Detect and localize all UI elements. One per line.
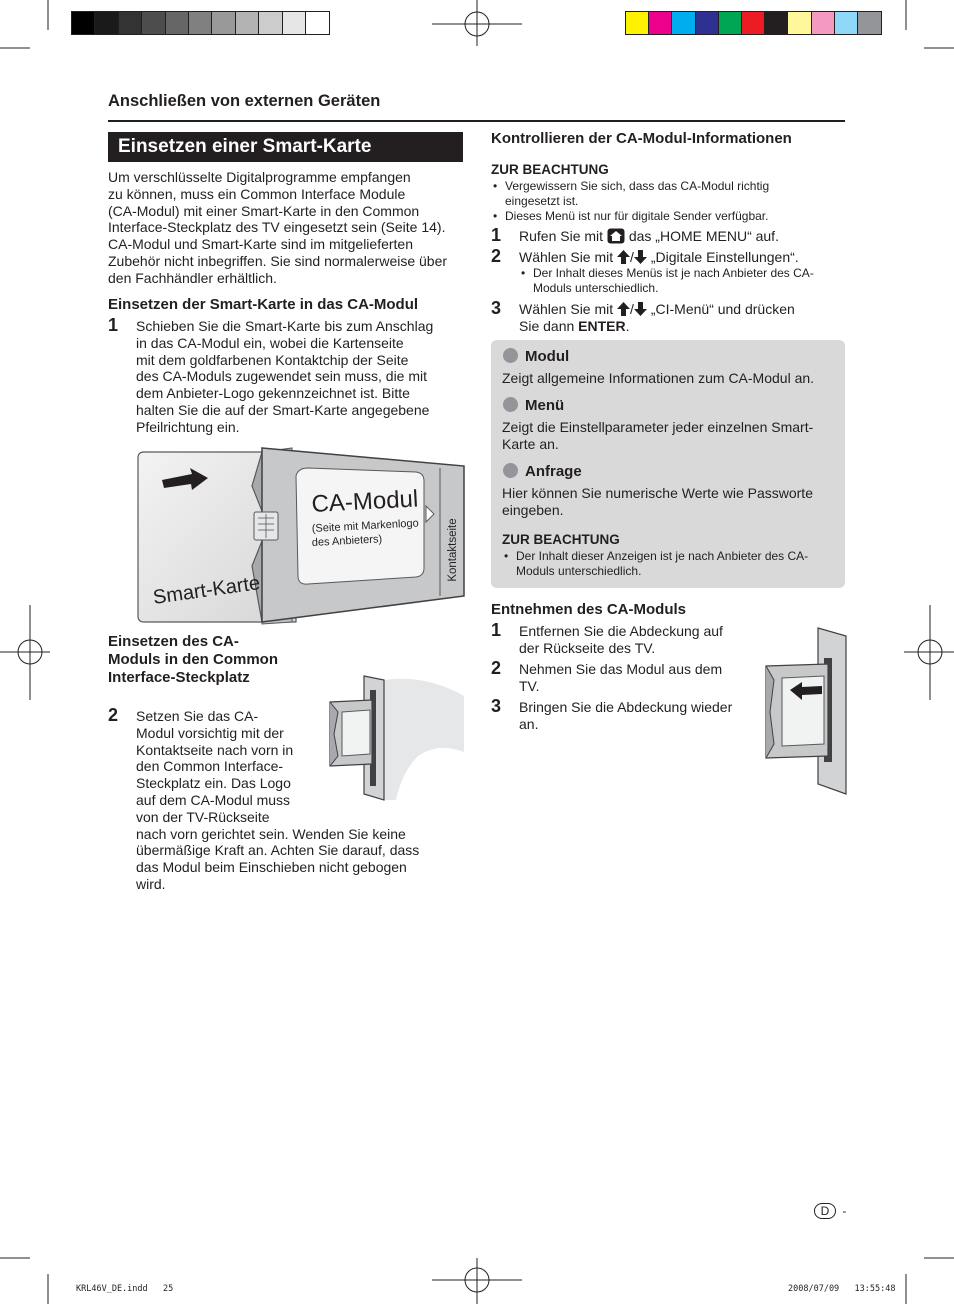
- step-line: dem Anbieter-Logo gekennzeichnet ist. Bitte: [136, 385, 410, 402]
- subheading-line: Interface-Steckplatz: [108, 669, 250, 686]
- step-1-line: [519, 228, 779, 245]
- item-title: Anfrage: [525, 463, 582, 480]
- step-line: den Common Interface-: [136, 758, 284, 775]
- step-line: an.: [519, 715, 539, 732]
- step-line: Setzen Sie das CA-: [136, 708, 259, 724]
- enter-key-label: ENTER: [578, 317, 626, 334]
- box-note-heading: ZUR BEACHTUNG: [502, 532, 620, 547]
- page-dash: -: [842, 1204, 847, 1218]
- step-text: Wählen Sie mit: [519, 249, 614, 265]
- bullet-icon: •: [521, 266, 526, 280]
- step-line: halten Sie die auf der Smart-Karte angegebene: [136, 401, 430, 418]
- arrow-down-icon: [634, 302, 647, 316]
- step-line: Modul vorsichtig mit der: [136, 724, 284, 741]
- language-badge: D: [814, 1203, 836, 1219]
- step-number: 2: [491, 658, 502, 678]
- note-bullet: [493, 179, 835, 209]
- step-line: wird.: [136, 875, 166, 892]
- box-item-text: [502, 419, 837, 453]
- box-item-title: [503, 397, 564, 415]
- intro-line: Zubehör nicht inbegriffen. Sie sind normalerweise über: [108, 252, 448, 269]
- subheading-remove-module: Entnehmen des CA-Moduls: [491, 601, 687, 618]
- intro-paragraph: [108, 169, 468, 287]
- arrow-down-icon: [634, 250, 647, 264]
- remove-step-1: [519, 623, 759, 657]
- step-line: TV.: [519, 677, 540, 694]
- color-swatch: [95, 12, 118, 34]
- color-swatch: [166, 12, 189, 34]
- page-title: Einsetzen einer Smart-Karte: [108, 132, 463, 162]
- step-line: Bringen Sie die Abdeckung wieder: [519, 699, 733, 715]
- color-swatch: [259, 12, 282, 34]
- step-number: 1: [108, 315, 119, 335]
- step-line: das Modul beim Einschieben nicht gebogen: [136, 859, 407, 876]
- intro-line: Um verschlüsselte Digitalprogramme empfangen: [108, 169, 411, 185]
- section-heading: Anschließen von externen Geräten: [108, 92, 381, 110]
- color-swatch: [306, 12, 329, 34]
- circle-bullet-icon: [503, 397, 518, 412]
- step-line: in das CA-Modul ein, wobei die Kartenseite: [136, 334, 404, 351]
- color-swatch: [742, 12, 765, 34]
- color-swatch: [283, 12, 306, 34]
- intro-line: Interface-Steckplatz des TV eingesetzt sein (Seite 14).: [108, 219, 446, 236]
- step-line: von der TV-Rückseite: [136, 808, 270, 825]
- box-item-text: [502, 370, 837, 387]
- note-heading: ZUR BEACHTUNG: [491, 162, 609, 177]
- step-number: 3: [491, 696, 502, 716]
- smart-card-label: Smart-Karte: [151, 572, 262, 609]
- module-subtitle-1: (Seite mit Markenlogo: [311, 517, 420, 535]
- color-swatch: [858, 12, 881, 34]
- contact-side-label: Kontaktseite: [447, 518, 459, 582]
- item-line: Karte an.: [502, 435, 559, 452]
- smart-card-module-illustration: [136, 446, 466, 626]
- subheading-insert-module: [108, 633, 318, 687]
- item-line: eingeben.: [502, 501, 564, 518]
- step-text: Sie dann: [519, 317, 575, 334]
- step-text: .: [625, 317, 630, 334]
- step-line: Nehmen Sie das Modul aus dem: [519, 661, 723, 677]
- color-swatch: [672, 12, 695, 34]
- step-3-text: [519, 301, 795, 335]
- note-bullet: [493, 209, 835, 224]
- step-line: übermäßige Kraft an. Achten Sie darauf, dass: [136, 842, 420, 859]
- intro-line: den Fachhändler erhältlich.: [108, 269, 277, 286]
- home-icon: [607, 228, 625, 244]
- circle-bullet-icon: [503, 463, 518, 478]
- item-line: Hier können Sie numerische Werte wie Passworte: [502, 485, 813, 501]
- subheading-insert-card: Einsetzen der Smart-Karte in das CA-Modul: [108, 296, 419, 313]
- step-line: der Rückseite des TV.: [519, 639, 656, 656]
- bullet-icon: •: [493, 209, 498, 223]
- remove-step-2: [519, 661, 759, 695]
- box-item-text: [502, 485, 837, 519]
- step-2-line: [519, 249, 799, 266]
- item-line: Zeigt allgemeine Informationen zum CA-Modul an.: [502, 370, 815, 386]
- subheading-line: Einsetzen des CA-: [108, 633, 239, 650]
- step-line: Kontaktseite nach vorn in: [136, 741, 294, 758]
- color-swatch: [626, 12, 649, 34]
- step-number: 3: [491, 298, 502, 318]
- color-swatch: [72, 12, 95, 34]
- language-page-marker: [814, 1203, 846, 1219]
- color-swatch: [119, 12, 142, 34]
- arrow-up-icon: [617, 302, 630, 316]
- step-text: Rufen Sie mit: [519, 228, 604, 244]
- step-line: Pfeilrichtung ein.: [136, 418, 240, 435]
- step-text: das „HOME MENU“ auf.: [628, 228, 779, 244]
- color-swatch: [142, 12, 165, 34]
- module-subtitle-2: des Anbieters): [311, 533, 383, 549]
- color-swatch: [696, 12, 719, 34]
- step-1-text: [136, 318, 466, 436]
- note-line: eingesetzt ist.: [505, 193, 579, 208]
- module-insert-illustration: [326, 672, 464, 804]
- arrow-up-icon: [617, 250, 630, 264]
- step-line: Steckplatz ein. Das Logo: [136, 775, 291, 792]
- step-text: Wählen Sie mit: [519, 301, 614, 317]
- box-item-title: [503, 463, 582, 481]
- step-number: 1: [491, 620, 502, 640]
- module-remove-illustration: [762, 626, 848, 796]
- module-title: CA-Modul: [310, 485, 419, 518]
- color-swatch: [765, 12, 788, 34]
- color-swatch: [236, 12, 259, 34]
- circle-bullet-icon: [503, 348, 518, 363]
- item-title: Menü: [525, 397, 565, 414]
- intro-line: zu können, muss ein Common Interface Module: [108, 185, 406, 202]
- item-title: Modul: [525, 348, 570, 365]
- color-swatch: [835, 12, 858, 34]
- item-line: Zeigt die Einstellparameter jeder einzelnen Smart-: [502, 419, 814, 435]
- footer-timestamp: 2008/07/09 13:55:48: [788, 1284, 896, 1294]
- subheading-check-info: Kontrollieren der CA-Modul-Informationen: [491, 130, 792, 147]
- box-item-title: [503, 348, 569, 366]
- separator: /: [630, 301, 634, 317]
- note-line: Moduls unterschiedlich.: [533, 280, 659, 295]
- subheading-line: Moduls in den Common: [108, 651, 278, 668]
- color-swatch: [649, 12, 672, 34]
- step-text: „Digitale Einstellungen“.: [650, 249, 799, 265]
- color-swatch: [812, 12, 835, 34]
- step-2-note: [521, 266, 843, 296]
- header-rule: [108, 120, 845, 122]
- step-number: 1: [491, 225, 502, 245]
- bullet-icon: •: [504, 549, 509, 563]
- color-swatch: [189, 12, 212, 34]
- step-line: nach vorn gerichtet sein. Wenden Sie keine: [136, 825, 406, 842]
- step-line: Schieben Sie die Smart-Karte bis zum Anschlag: [136, 318, 434, 334]
- separator: /: [630, 249, 634, 265]
- remove-step-3: [519, 699, 759, 733]
- step-line: Entfernen Sie die Abdeckung auf: [519, 623, 723, 639]
- step-line: des CA-Moduls zugewendet sein muss, die mit: [136, 368, 428, 385]
- intro-line: (CA-Modul) mit einer Smart-Karte in den Common: [108, 202, 420, 219]
- note-line: Der Inhalt dieses Menüs ist je nach Anbieter des CA-: [533, 266, 814, 280]
- step-line: auf dem CA-Modul muss: [136, 791, 291, 808]
- intro-line: CA-Modul und Smart-Karte sind im mitgelieferten: [108, 236, 414, 253]
- note-line: Der Inhalt dieser Anzeigen ist je nach Anbieter des CA-: [516, 549, 809, 563]
- color-swatch: [788, 12, 811, 34]
- color-swatch: [719, 12, 742, 34]
- step-line: mit dem goldfarbenen Kontaktchip der Seite: [136, 351, 409, 368]
- box-note-bullet: [504, 549, 836, 579]
- note-line: Moduls unterschiedlich.: [516, 563, 642, 578]
- note-line: Dieses Menü ist nur für digitale Sender verfügbar.: [505, 209, 769, 223]
- note-line: Vergewissern Sie sich, dass das CA-Modul richtig: [505, 179, 770, 193]
- step-number: 2: [108, 705, 119, 725]
- bullet-icon: •: [493, 179, 498, 193]
- footer-file: KRL46V_DE.indd 25: [76, 1284, 174, 1294]
- step-text: „CI-Menü“ und drücken: [650, 301, 795, 317]
- color-swatch: [212, 12, 235, 34]
- step-number: 2: [491, 246, 502, 266]
